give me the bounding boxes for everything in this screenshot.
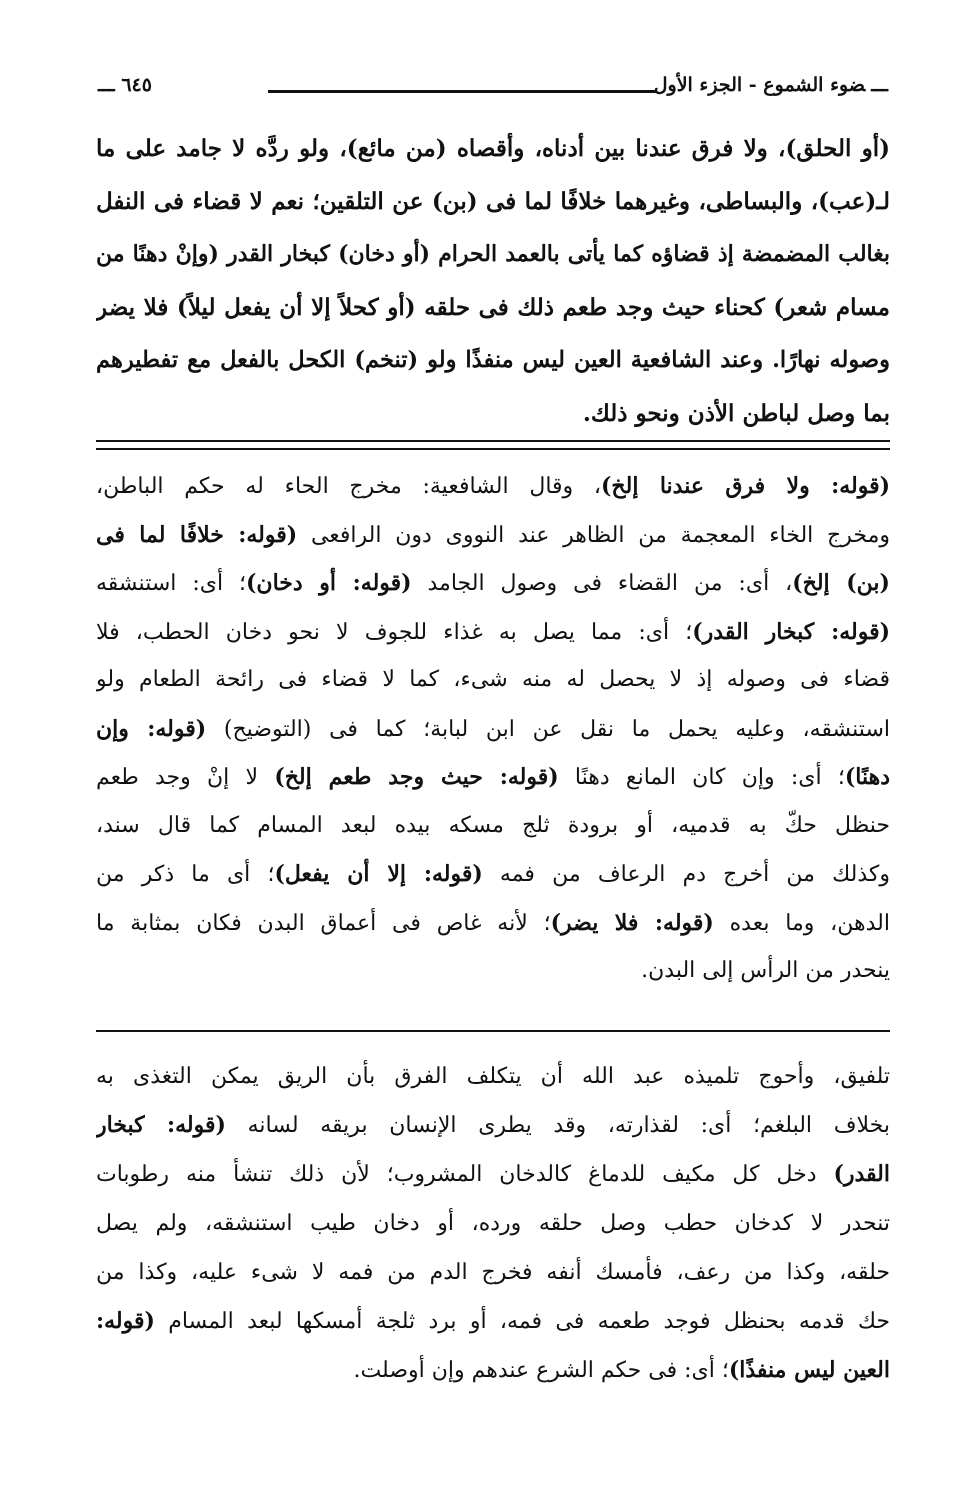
- quote-heading: (قوله: حيث وجد طعم إلخ): [274, 764, 559, 790]
- running-title: [654, 74, 888, 96]
- notes-text: [96, 1052, 890, 1395]
- commentary-separator: [96, 440, 890, 450]
- commentary-segment: ينحدر من الرأس إلى البدن.: [641, 958, 890, 983]
- main-line: بما وصل لباطن الأذن ونحو ذلك.: [582, 400, 890, 427]
- quote-heading: العين ليس منفذًا): [728, 1357, 890, 1383]
- commentary-line: [96, 656, 890, 705]
- quote-heading: (قوله: إلا أن يفعل): [274, 861, 483, 887]
- main-line: بغالب المضمضة إذ قضاؤه كما يأتى بالعمد الحرام (أو دخان) كبخار القدر (وإنْ دهنًا من: [96, 241, 890, 267]
- main-text: [96, 122, 890, 440]
- commentary-segment: ؛ أى ما ذكر من: [96, 862, 275, 887]
- notes-segment: دخل كل مكيف للدماغ كالدخان المشروب؛ لأن ذلك تنشأ منه رطوبات: [96, 1162, 834, 1187]
- quote-heading: القدر): [833, 1161, 890, 1187]
- commentary-segment: ؛ أى: مما يصل به غذاء للجوف لا نحو دخان الحطب، فلا: [96, 619, 693, 645]
- quote-heading: (قوله:: [96, 1308, 155, 1334]
- commentary-line: [96, 899, 890, 948]
- notes-segment: حلقه، وكذا من رعف، فأمسك أنفه فخرج الدم من فمه لا شىء عليه، وكذا من: [96, 1260, 890, 1285]
- quote-heading: دهنًا): [844, 764, 890, 790]
- notes-line: [96, 1052, 890, 1101]
- header-dash: ـــ: [871, 74, 888, 96]
- commentary-line: [96, 559, 890, 608]
- commentary-segment: استنشقه، وعليه يحمل ما نقل عن ابن لبابة؛ كما فى (التوضيح): [206, 716, 890, 742]
- commentary-line: [96, 850, 890, 899]
- commentary-segment: ؛ أى: وإن كان المانع دهنًا: [558, 765, 845, 790]
- commentary-segment: حنظل حكّ به قدميه، أو برودة ثلج مسكه بيده لبعد المسام كما قال سند،: [96, 812, 890, 838]
- notes-line: [96, 1248, 890, 1297]
- page-number-value: ٦٤٥: [121, 74, 152, 96]
- main-line: وصوله نهارًا. وعند الشافعية العين ليس منفذًا ولو (تنخم) الكحل بالفعل مع تفطيرهم: [96, 347, 890, 373]
- notes-line: [96, 1199, 890, 1248]
- commentary-segment: ؛ أى: استنشقه: [96, 571, 247, 596]
- quote-heading: (قوله: فلا يضر): [550, 909, 714, 936]
- page-header: [98, 68, 888, 108]
- main-line: لـ(عب)، والبساطى، وغيرهما خلافًا لما فى (بن) عن التلقين؛ نعم لا قضاء فى النفل: [96, 188, 890, 215]
- commentary-segment: ، أى: من القضاء فى وصول الجامد: [411, 571, 793, 596]
- notes-segment: تلفيق، وأحوج تلميذه عبد الله أن يتكلف الفرق بأن الريق يمكن التغذى به: [96, 1064, 890, 1089]
- book-title: ضوء الشموع - الجزء الأول: [653, 74, 866, 96]
- commentary-segment: لا إنْ وجد طعم: [96, 765, 275, 790]
- notes-segment: بخلاف البلغم؛ أى: لقذارته، وقد يطرى الإنسان بريقه لسانه: [225, 1113, 890, 1138]
- quote-heading: (بن) إلخ): [792, 570, 890, 596]
- quote-heading: (قوله: ولا فرق عندنا إلخ): [601, 473, 890, 499]
- quote-heading: (قوله: أو دخان): [246, 570, 412, 596]
- quote-heading: (قوله: كبخار القدر): [692, 618, 890, 645]
- notes-segment: حك قدمه بحنظل فوجد طعمه فى فمه، أو برد ثلجة أمسكها لبعد المسام: [154, 1309, 890, 1334]
- commentary-line: [96, 511, 890, 560]
- commentary-segment: الدهن، وما بعده: [713, 910, 890, 936]
- commentary-segment: وكذلك من أخرج دم الرعاف من فمه: [482, 862, 890, 887]
- header-rule: [268, 90, 656, 93]
- notes-line: [96, 1150, 890, 1199]
- commentary-line: [96, 947, 890, 996]
- commentary-line: [96, 802, 890, 851]
- quote-heading: (قوله: خلافًا لما فى: [96, 521, 298, 548]
- main-line: (أو الحلق)، ولا فرق عندنا بين أدناه، وأقصاه (من مائع)، ولو ردَّه لا جامد على ما: [96, 135, 890, 162]
- commentary-segment: ومخرج الخاء المعجمة من الظاهر عند النووى دون الرافعى: [297, 522, 890, 548]
- commentary-segment: قضاء فى وصوله إذ لا يحصل له منه شىء، كما لا قضاء فى رائحة الطعام ولو: [96, 667, 890, 692]
- commentary-line: [96, 753, 890, 802]
- notes-segment: تنحدر لا كدخان حطب وصل حلقه ورده، أو دخان طيب استنشقه، ولم يصل: [96, 1211, 890, 1236]
- quote-heading: (قوله: وإن: [96, 715, 207, 742]
- notes-line: [96, 1101, 890, 1150]
- page-number-dash: ـــ: [98, 74, 115, 96]
- notes-segment: ؛ أى: فى حكم الشرع عندهم وإن أوصلت.: [353, 1358, 729, 1383]
- commentary-segment: ، وقال الشافعية: مخرج الحاء له حكم الباطن،: [96, 474, 602, 499]
- page-number: [98, 74, 152, 96]
- commentary-line: [96, 705, 890, 754]
- notes-separator: [96, 1030, 890, 1032]
- commentary-segment: ؛ لأنه غاص فى أعماق البدن فكان بمثابة ما: [96, 910, 551, 936]
- notes-line: [96, 1297, 890, 1346]
- quote-heading: (قوله: كبخار: [96, 1112, 226, 1138]
- commentary-line: [96, 462, 890, 511]
- commentary-line: [96, 608, 890, 657]
- commentary-text: [96, 462, 890, 996]
- main-line: مسام شعر) كحناء حيث وجد طعم ذلك فى حلقه (أو كحلاً إلا أن يفعل ليلاً) فلا يضر: [96, 294, 890, 321]
- notes-line: [96, 1346, 890, 1395]
